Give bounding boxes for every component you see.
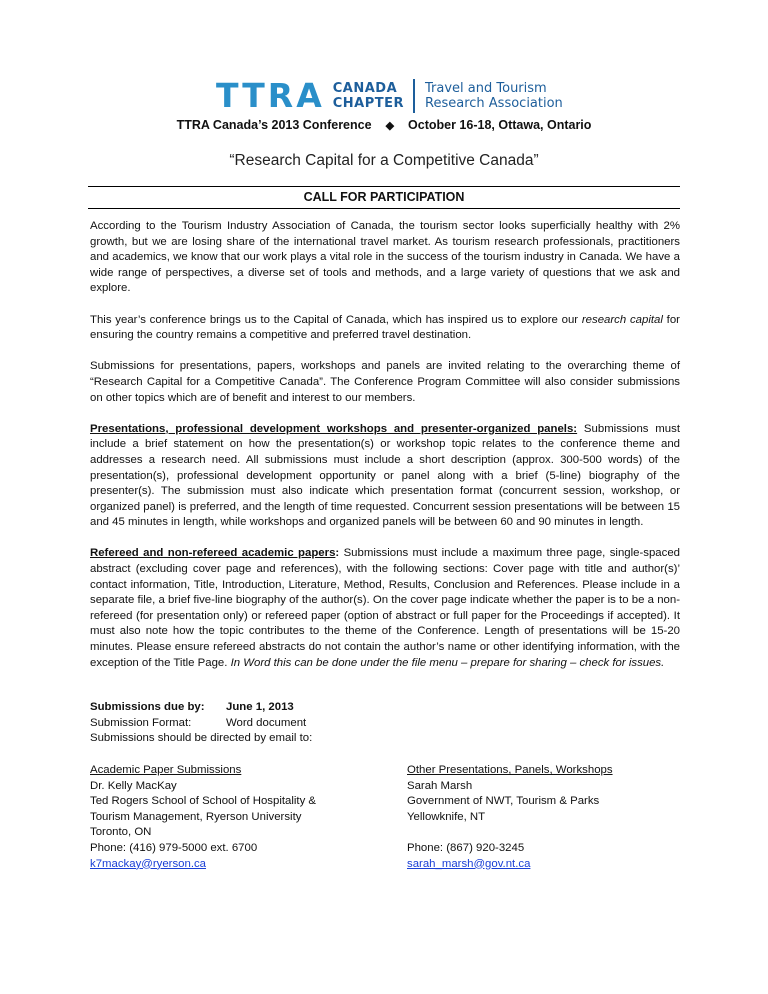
academic-org-line2: Tourism Management, Ryerson University [90,810,302,823]
other-name: Sarah Marsh [407,779,473,792]
conference-name: TTRA Canada’s 2013 Conference [176,118,372,132]
format-label: Submission Format: [90,716,192,729]
body-text [90,219,680,687]
call-title: CALL FOR PARTICIPATION [303,190,465,204]
academic-contact [90,763,407,872]
logo-chapter-line2: CHAPTER [332,96,405,111]
presentations-heading: Presentations, professional development workshops and presenter-organized panels: [90,422,578,435]
academic-phone: Phone: (416) 979-5000 ext. 6700 [90,841,258,854]
other-email-link[interactable]: sarah_marsh@gov.nt.ca [407,857,531,870]
academic-org-line1: Ted Rogers School of School of Hospitality & [90,795,317,808]
logo-chapter-line1: CANADA [332,81,398,96]
directed-text: Submissions should be directed by email to: [90,732,313,745]
other-org: Government of NWT, Tourism & Parks [407,795,600,808]
other-city: Yellowknife, NT [407,810,486,823]
logo-ttra-text: TTRA [216,76,325,115]
bottom-rule [88,208,680,209]
submission-details [90,700,680,747]
diamond-separator-icon: ◆ [385,119,395,132]
logo-divider [413,79,415,113]
logo-assoc-line1: Travel and Tourism [425,81,547,96]
paragraph-presentations: Presentations, professional development workshops and presenter-organized panels: Submissions must include a brief statement on how the presentation(s) or workshop topic relates to the conference theme and addresses a research need. All submissions must include a short description (approx. 300-500 words) of the presentation(s), professional development opportunity or panel along with a brief (5-line) biography of the presenter(s). The submission must also indicate which presentation format (concurrent session, workshop, or organized panel) is preferred, and the length of time requested. Concurrent session presentations will be between 15 and 45 minutes in length, while workshops and organized panels will be between 60 and 90 minutes in length. [90,422,680,529]
conference-line [0,118,768,132]
other-heading: Other Presentations, Panels, Workshops [407,764,613,776]
due-value: June 1, 2013 [226,701,294,713]
logo-assoc-line2: Research Association [425,96,563,111]
other-spacer [407,825,680,841]
due-label: Submissions due by: [90,701,205,713]
logo-chapter [333,81,404,111]
top-rule [88,186,680,187]
paragraph-intro: According to the Tourism Industry Association of Canada, the tourism sector looks superficially healthy with 2% growth, but we are losing share of the international travel market. As tourism research professionals, practitioners and academics, we know that our work plays a vital role in the success of the tourism industry in Canada. We have a wide range of perspectives, a diverse set of tools and methods, and a large variety of questions that we ask and explore. [90,220,680,295]
due-row [90,700,680,716]
academic-city: Toronto, ON [90,826,152,839]
other-contact [407,763,680,872]
format-value: Word document [226,716,307,729]
contacts [90,763,680,872]
academic-heading: Academic Paper Submissions [90,764,242,776]
ttra-logo [216,78,563,114]
logo-association [425,81,563,111]
other-phone: Phone: (867) 920-3245 [407,841,525,854]
academic-email-link[interactable]: k7mackay@ryerson.ca [90,857,207,870]
papers-heading: Refereed and non-refereed academic papers [90,547,336,560]
paragraph-papers: Refereed and non-refereed academic papers: Submissions must include a maximum three page, single-spaced abstract (excluding cover page and references), with the following sections: Cover page with title and author(s)’ contact information, Title, Introduction, Literature, Method, Results, Conclusion and References. Please include in a separate file, a brief five-line biography of the author(s). On the cover page indicate whether the paper is to be a non-refereed (for presentation only) or refereed paper (option of abstract or full paper for the Proceedings if accepted). It must also note how the topic contributes to the theme of the Conference. Length of presentations will be 15-20 minutes. Please ensure refereed abstracts do not contain the author’s name or other identifying information, with the exception of the Title Page. In Word this can be done under the file menu – prepare for sharing – check for issues. [90,547,680,669]
conference-theme: “Research Capital for a Competitive Canada” [229,152,539,169]
paragraph-capital: This year’s conference brings us to the Capital of Canada, which has inspired us to explore our research capital for ensuring the country remains a competitive and preferred travel destination. [90,313,680,342]
conference-dates: October 16-18, Ottawa, Ontario [408,118,592,132]
format-row [90,716,680,732]
paragraph-submissions: Submissions for presentations, papers, workshops and panels are invited relating to the overarching theme of “Research Capital for a Competitive Canada”. The Conference Program Committee will also consider submissions on other topics which are of benefit and interest to our members. [90,360,680,404]
academic-name: Dr. Kelly MacKay [90,779,177,792]
